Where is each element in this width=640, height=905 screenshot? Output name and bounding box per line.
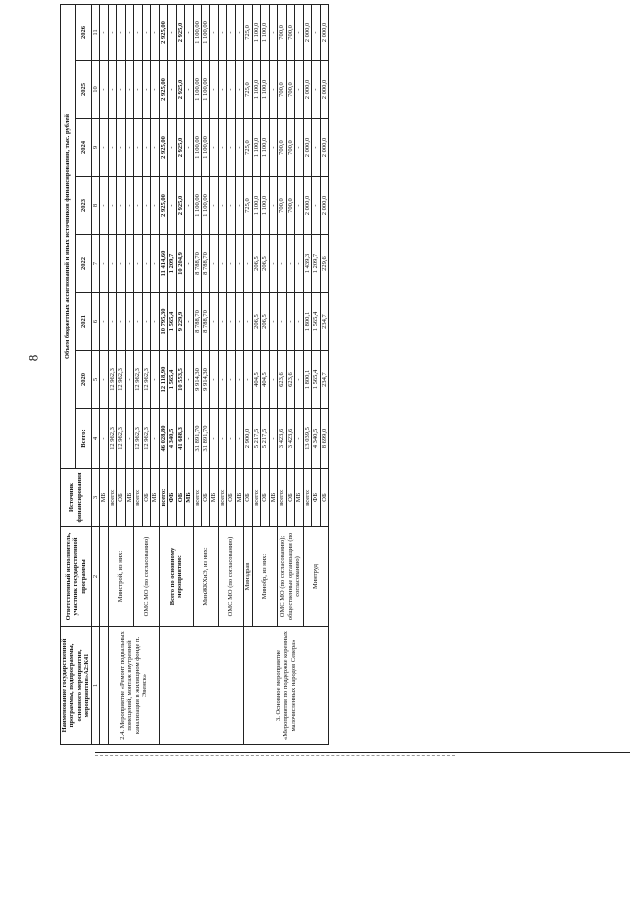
- source-cell: ОБ: [227, 469, 235, 527]
- value-cell: -: [235, 293, 243, 351]
- value-cell: 2 000,0: [320, 4, 328, 60]
- value-cell: -: [210, 4, 218, 60]
- value-cell: -: [227, 119, 235, 177]
- value-cell: -: [185, 177, 193, 235]
- value-cell: -: [168, 4, 176, 60]
- value-cell: -: [295, 235, 303, 293]
- responsible-cell: ОМС МО (по согласованию): [134, 527, 159, 627]
- value-cell: -: [142, 177, 150, 235]
- value-cell: -: [100, 177, 108, 235]
- responsible-cell: Минстрой, из них:: [108, 527, 133, 627]
- value-cell: -: [295, 4, 303, 60]
- value-cell: -: [151, 351, 159, 409]
- source-cell: ОБ: [320, 469, 328, 527]
- value-cell: 9 229,9: [176, 293, 184, 351]
- column-number: 9: [91, 119, 99, 177]
- source-cell: ОБ: [142, 469, 150, 527]
- value-cell: -: [151, 409, 159, 469]
- value-cell: 1 100,0: [252, 61, 260, 119]
- source-cell: ОБ: [244, 469, 252, 527]
- value-cell: -: [210, 409, 218, 469]
- value-cell: 12 118,90: [159, 351, 167, 409]
- value-cell: 2 925,0: [176, 61, 184, 119]
- value-cell: -: [100, 61, 108, 119]
- value-cell: 2 925,00: [159, 61, 167, 119]
- value-cell: 623,6: [278, 351, 286, 409]
- value-cell: -: [100, 4, 108, 60]
- value-cell: -: [235, 119, 243, 177]
- source-cell: всего:: [159, 469, 167, 527]
- responsible-cell: [100, 527, 108, 627]
- value-cell: -: [244, 235, 252, 293]
- header-year: 2021: [76, 293, 91, 351]
- value-cell: -: [168, 119, 176, 177]
- value-cell: -: [218, 119, 226, 177]
- value-cell: 2 000,0: [320, 61, 328, 119]
- column-number: 7: [91, 235, 99, 293]
- value-cell: -: [117, 119, 125, 177]
- value-cell: 3 423,6: [286, 409, 294, 469]
- value-cell: -: [295, 293, 303, 351]
- value-cell: 2 900,0: [244, 409, 252, 469]
- value-cell: -: [100, 351, 108, 409]
- value-cell: 700,0: [278, 177, 286, 235]
- responsible-cell: Минобр, из них:: [252, 527, 277, 627]
- value-cell: -: [134, 61, 142, 119]
- value-cell: 4 340,5: [312, 409, 320, 469]
- column-number: 5: [91, 351, 99, 409]
- table-row: [159, 4, 167, 744]
- source-cell: МБ: [210, 469, 218, 527]
- value-cell: -: [227, 235, 235, 293]
- source-cell: всего:: [278, 469, 286, 527]
- value-cell: 10 204,9: [176, 235, 184, 293]
- value-cell: -: [227, 4, 235, 60]
- value-cell: -: [312, 177, 320, 235]
- value-cell: -: [100, 293, 108, 351]
- source-cell: ОБ: [201, 469, 209, 527]
- value-cell: -: [142, 119, 150, 177]
- value-cell: 3 423,6: [278, 409, 286, 469]
- value-cell: -: [125, 351, 133, 409]
- value-cell: -: [125, 293, 133, 351]
- value-cell: -: [218, 177, 226, 235]
- value-cell: 1 565,4: [312, 293, 320, 351]
- value-cell: 1 100,00: [201, 119, 209, 177]
- source-cell: МБ: [100, 469, 108, 527]
- value-cell: -: [244, 351, 252, 409]
- value-cell: 623,6: [286, 351, 294, 409]
- value-cell: 1 100,00: [193, 177, 201, 235]
- value-cell: 2 000,0: [303, 4, 311, 60]
- value-cell: 2 925,0: [176, 119, 184, 177]
- column-number: 2: [91, 527, 99, 627]
- value-cell: 12 962,3: [134, 409, 142, 469]
- value-cell: -: [227, 177, 235, 235]
- header-year: 2022: [76, 235, 91, 293]
- value-cell: -: [134, 177, 142, 235]
- column-number: 3: [91, 469, 99, 527]
- value-cell: 700,0: [286, 4, 294, 60]
- value-cell: 1 209,7: [168, 235, 176, 293]
- value-cell: 404,5: [252, 351, 260, 409]
- header-year: 2020: [76, 351, 91, 409]
- source-cell: МБ: [151, 469, 159, 527]
- value-cell: 1 100,00: [201, 61, 209, 119]
- value-cell: -: [210, 293, 218, 351]
- value-cell: -: [151, 4, 159, 60]
- value-cell: -: [235, 409, 243, 469]
- value-cell: 700,0: [278, 4, 286, 60]
- value-cell: -: [295, 409, 303, 469]
- value-cell: -: [235, 4, 243, 60]
- value-cell: -: [295, 177, 303, 235]
- value-cell: -: [312, 61, 320, 119]
- value-cell: -: [218, 4, 226, 60]
- value-cell: 1 100,0: [252, 177, 260, 235]
- source-cell: МБ: [185, 469, 193, 527]
- value-cell: 10 553,5: [176, 351, 184, 409]
- responsible-cell: Минздрав: [244, 527, 252, 627]
- responsible-cell: МинЖКХиЭ, из них:: [193, 527, 218, 627]
- source-cell: ОБ: [286, 469, 294, 527]
- column-number: 6: [91, 293, 99, 351]
- source-cell: всего:: [134, 469, 142, 527]
- responsible-cell: ОМС МО (по согласованию): [218, 527, 243, 627]
- value-cell: 2 000,0: [320, 177, 328, 235]
- value-cell: 9 914,30: [201, 351, 209, 409]
- table-row: [100, 4, 108, 744]
- value-cell: 12 962,3: [142, 409, 150, 469]
- value-cell: -: [125, 409, 133, 469]
- table-row: [108, 4, 116, 744]
- responsible-cell: Минтруд: [303, 527, 328, 627]
- value-cell: 725,0: [244, 61, 252, 119]
- value-cell: -: [312, 4, 320, 60]
- value-cell: 700,0: [278, 119, 286, 177]
- value-cell: -: [210, 235, 218, 293]
- value-cell: -: [100, 119, 108, 177]
- value-cell: -: [151, 235, 159, 293]
- source-cell: МБ: [295, 469, 303, 527]
- value-cell: -: [210, 119, 218, 177]
- value-cell: -: [117, 177, 125, 235]
- value-cell: 1 100,0: [261, 4, 269, 60]
- value-cell: -: [134, 235, 142, 293]
- value-cell: 2 000,0: [303, 119, 311, 177]
- value-cell: 206,5: [252, 235, 260, 293]
- bottom-dashed-rule: [95, 755, 455, 756]
- value-cell: -: [168, 61, 176, 119]
- responsible-cell: ОМС МО (по согласованию); общественные организации (по согласованию): [278, 527, 303, 627]
- value-cell: -: [108, 235, 116, 293]
- value-cell: -: [117, 4, 125, 60]
- value-cell: -: [227, 351, 235, 409]
- value-cell: 2 000,0: [303, 177, 311, 235]
- value-cell: -: [269, 235, 277, 293]
- value-cell: 12 962,3: [134, 351, 142, 409]
- value-cell: -: [125, 235, 133, 293]
- value-cell: -: [185, 351, 193, 409]
- value-cell: -: [278, 293, 286, 351]
- value-cell: -: [227, 61, 235, 119]
- value-cell: -: [269, 293, 277, 351]
- value-cell: -: [185, 409, 193, 469]
- program-name-cell: [159, 627, 244, 745]
- value-cell: -: [218, 61, 226, 119]
- source-cell: всего:: [193, 469, 201, 527]
- value-cell: -: [117, 235, 125, 293]
- value-cell: 206,5: [261, 293, 269, 351]
- value-cell: 4 340,5: [168, 409, 176, 469]
- value-cell: 46 028,80: [159, 409, 167, 469]
- value-cell: 725,0: [244, 119, 252, 177]
- value-cell: -: [125, 177, 133, 235]
- value-cell: -: [218, 351, 226, 409]
- value-cell: 1 100,00: [193, 4, 201, 60]
- value-cell: -: [235, 351, 243, 409]
- table-row: [244, 4, 252, 744]
- value-cell: -: [235, 235, 243, 293]
- value-cell: -: [185, 61, 193, 119]
- value-cell: 12 962,3: [108, 351, 116, 409]
- value-cell: 1 565,4: [312, 351, 320, 409]
- value-cell: 206,5: [252, 293, 260, 351]
- rotated-table-container: [60, 5, 610, 745]
- value-cell: -: [227, 409, 235, 469]
- value-cell: 8 788,70: [201, 235, 209, 293]
- value-cell: -: [295, 61, 303, 119]
- value-cell: 8 788,70: [193, 235, 201, 293]
- value-cell: 700,0: [278, 61, 286, 119]
- value-cell: 1 100,00: [193, 119, 201, 177]
- value-cell: -: [210, 61, 218, 119]
- value-cell: -: [108, 4, 116, 60]
- value-cell: 1 565,4: [168, 351, 176, 409]
- value-cell: -: [142, 61, 150, 119]
- value-cell: -: [100, 235, 108, 293]
- value-cell: 1 800,1: [303, 293, 311, 351]
- value-cell: 11 414,60: [159, 235, 167, 293]
- value-cell: -: [134, 4, 142, 60]
- value-cell: 1 100,0: [261, 119, 269, 177]
- value-cell: 1 100,0: [261, 61, 269, 119]
- value-cell: -: [151, 61, 159, 119]
- source-cell: всего:: [303, 469, 311, 527]
- header-responsible: Ответственный исполнитель, участник государственной программы: [61, 527, 92, 627]
- program-name-cell: [100, 627, 108, 745]
- value-cell: 1 100,0: [252, 119, 260, 177]
- value-cell: -: [108, 177, 116, 235]
- value-cell: -: [117, 293, 125, 351]
- value-cell: 2 925,0: [176, 4, 184, 60]
- value-cell: 2 925,00: [159, 119, 167, 177]
- value-cell: -: [269, 409, 277, 469]
- column-number: 4: [91, 409, 99, 469]
- value-cell: -: [286, 235, 294, 293]
- value-cell: 2 925,00: [159, 4, 167, 60]
- source-cell: ФБ: [168, 469, 176, 527]
- header-year: 2024: [76, 119, 91, 177]
- value-cell: 1 100,00: [193, 61, 201, 119]
- header-year: 2026: [76, 4, 91, 60]
- column-number: 1: [91, 627, 99, 745]
- value-cell: -: [151, 119, 159, 177]
- value-cell: -: [125, 4, 133, 60]
- value-cell: 1 100,0: [261, 177, 269, 235]
- value-cell: -: [244, 293, 252, 351]
- source-cell: МБ: [125, 469, 133, 527]
- value-cell: -: [185, 4, 193, 60]
- value-cell: 1 100,00: [201, 4, 209, 60]
- value-cell: 13 039,5: [303, 409, 311, 469]
- value-cell: 206,5: [261, 235, 269, 293]
- value-cell: 31 891,70: [193, 409, 201, 469]
- value-cell: 12 962,3: [117, 409, 125, 469]
- value-cell: -: [295, 351, 303, 409]
- value-cell: -: [185, 293, 193, 351]
- value-cell: 1 100,0: [252, 4, 260, 60]
- value-cell: 2 925,0: [176, 177, 184, 235]
- responsible-cell: Всего по основному мероприятию:: [159, 527, 193, 627]
- value-cell: 2 925,00: [159, 177, 167, 235]
- value-cell: -: [269, 119, 277, 177]
- value-cell: -: [235, 177, 243, 235]
- value-cell: -: [142, 4, 150, 60]
- value-cell: 1 565,4: [168, 293, 176, 351]
- header-year: Всего:: [76, 409, 91, 469]
- source-cell: ОБ: [261, 469, 269, 527]
- value-cell: 1 439,3: [303, 235, 311, 293]
- value-cell: 700,0: [286, 61, 294, 119]
- value-cell: -: [134, 293, 142, 351]
- value-cell: -: [108, 119, 116, 177]
- header-name: Наименование государственной программы, подпрограммы, основного мероприятия, мероприятия»А2:К41: [61, 627, 92, 745]
- source-cell: МБ: [235, 469, 243, 527]
- value-cell: -: [151, 177, 159, 235]
- header-source: Источник финансирования: [61, 469, 92, 527]
- source-cell: МБ: [269, 469, 277, 527]
- value-cell: 10 795,30: [159, 293, 167, 351]
- value-cell: -: [117, 61, 125, 119]
- value-cell: -: [134, 119, 142, 177]
- header-year: 2023: [76, 177, 91, 235]
- source-cell: всего:: [108, 469, 116, 527]
- value-cell: 1 800,1: [303, 351, 311, 409]
- value-cell: -: [142, 293, 150, 351]
- value-cell: 8 699,0: [320, 409, 328, 469]
- value-cell: -: [125, 119, 133, 177]
- value-cell: 700,0: [286, 177, 294, 235]
- value-cell: 229,6: [320, 235, 328, 293]
- source-cell: ОБ: [176, 469, 184, 527]
- value-cell: 700,0: [286, 119, 294, 177]
- value-cell: 725,0: [244, 4, 252, 60]
- value-cell: 12 962,3: [108, 409, 116, 469]
- value-cell: 12 962,3: [142, 351, 150, 409]
- value-cell: -: [125, 61, 133, 119]
- value-cell: -: [235, 61, 243, 119]
- value-cell: -: [108, 61, 116, 119]
- page-number: 8: [25, 354, 41, 362]
- value-cell: 2 000,0: [320, 119, 328, 177]
- value-cell: -: [227, 293, 235, 351]
- value-cell: -: [269, 61, 277, 119]
- source-cell: всего:: [218, 469, 226, 527]
- program-name-cell: 3. Основное мероприятие «Мероприятия по поддержке коренных малочисленных народов Севера»: [244, 627, 329, 745]
- value-cell: -: [218, 409, 226, 469]
- source-cell: ФБ: [312, 469, 320, 527]
- value-cell: -: [185, 235, 193, 293]
- funding-table: [60, 4, 329, 745]
- value-cell: 9 914,30: [193, 351, 201, 409]
- value-cell: 8 788,70: [193, 293, 201, 351]
- value-cell: -: [269, 351, 277, 409]
- value-cell: 31 891,70: [201, 409, 209, 469]
- value-cell: 12 962,3: [117, 351, 125, 409]
- bottom-rule: [95, 752, 630, 753]
- header-year: 2025: [76, 61, 91, 119]
- value-cell: 1 100,00: [201, 177, 209, 235]
- value-cell: -: [168, 177, 176, 235]
- column-number: 10: [91, 61, 99, 119]
- value-cell: -: [269, 177, 277, 235]
- source-cell: всего:: [252, 469, 260, 527]
- header-funding: Объем бюджетных ассигнований и иных источников финансирования, тыс. рублей: [61, 4, 76, 468]
- value-cell: -: [108, 293, 116, 351]
- value-cell: 234,7: [320, 351, 328, 409]
- value-cell: -: [218, 235, 226, 293]
- value-cell: -: [286, 293, 294, 351]
- value-cell: 2 000,0: [303, 61, 311, 119]
- value-cell: 234,7: [320, 293, 328, 351]
- value-cell: 5 217,5: [252, 409, 260, 469]
- value-cell: 8 788,70: [201, 293, 209, 351]
- value-cell: -: [218, 293, 226, 351]
- value-cell: -: [295, 119, 303, 177]
- value-cell: -: [210, 177, 218, 235]
- value-cell: -: [185, 119, 193, 177]
- value-cell: 41 688,3: [176, 409, 184, 469]
- column-number: 11: [91, 4, 99, 60]
- value-cell: -: [210, 351, 218, 409]
- value-cell: 5 217,5: [261, 409, 269, 469]
- value-cell: -: [312, 119, 320, 177]
- program-name-cell: 2.4. Мероприятие «Ремонт подвальных помещений, монтаж внутренней канализации в жилищном фонде п. Эвенск»: [108, 627, 159, 745]
- value-cell: 725,0: [244, 177, 252, 235]
- value-cell: -: [278, 235, 286, 293]
- value-cell: 1 209,7: [312, 235, 320, 293]
- column-number: 8: [91, 177, 99, 235]
- value-cell: -: [269, 4, 277, 60]
- source-cell: ОБ: [117, 469, 125, 527]
- value-cell: -: [100, 409, 108, 469]
- value-cell: -: [151, 293, 159, 351]
- value-cell: -: [142, 235, 150, 293]
- value-cell: 404,5: [261, 351, 269, 409]
